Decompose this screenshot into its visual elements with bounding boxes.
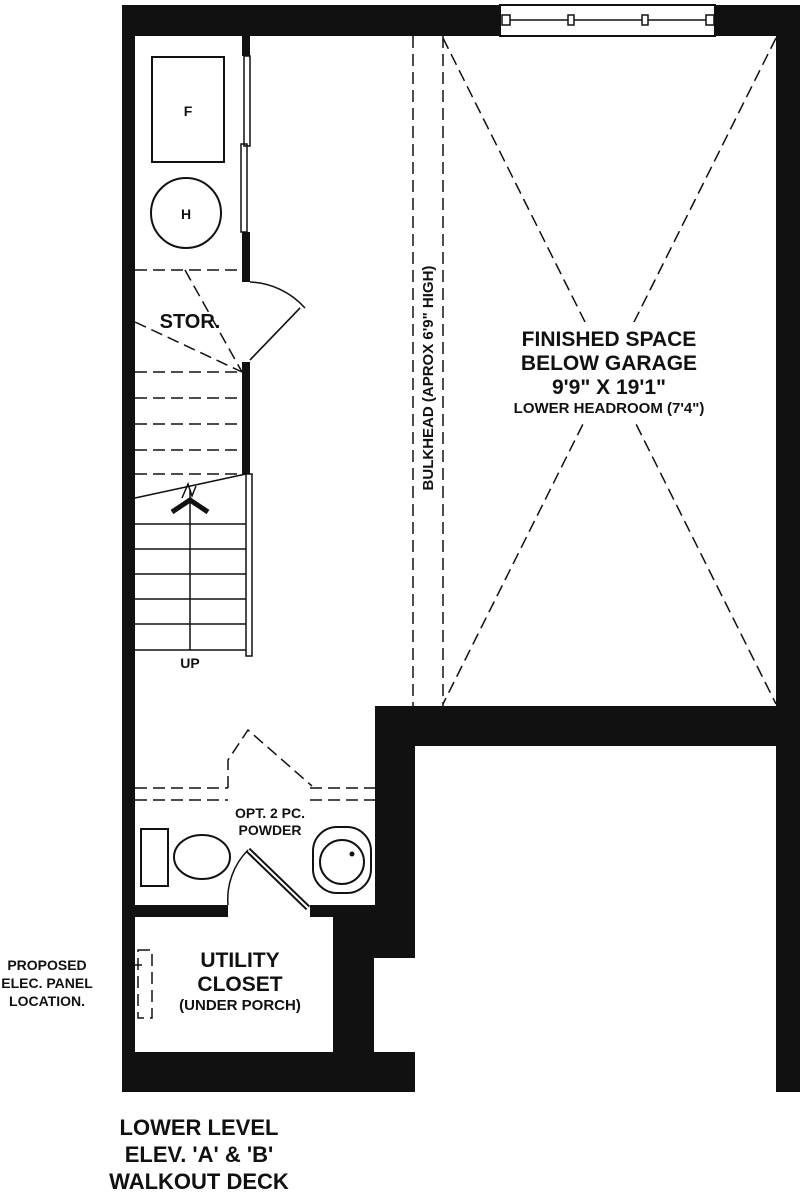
water-heater-label: H	[180, 206, 192, 222]
wall-utility-top-left	[122, 905, 228, 917]
utility-label-1: UTILITY	[200, 949, 280, 972]
wall-stair-low	[242, 362, 250, 474]
finished-space-dimensions: 9'9" X 19'1"	[552, 376, 666, 399]
wall-right	[776, 5, 800, 1092]
storage-label: STOR.	[159, 311, 221, 333]
wall-garage-bottom	[375, 706, 776, 746]
wall-stair-upper	[242, 36, 250, 56]
wall-left	[122, 5, 135, 1092]
wall-lower-right	[374, 1052, 415, 1092]
powder-door	[228, 850, 308, 908]
powder-outline	[135, 730, 375, 800]
wall-utility-right	[333, 905, 374, 1092]
elec-panel-note-3: LOCATION.	[9, 993, 85, 1009]
window	[500, 5, 715, 36]
elec-panel-note-2: ELEC. PANEL	[1, 975, 93, 991]
storage-door	[250, 282, 305, 360]
utility-label-2: CLOSET	[197, 973, 283, 996]
utility-label-3: (UNDER PORCH)	[179, 997, 301, 1014]
finished-space-headroom: LOWER HEADROOM (7'4")	[513, 400, 705, 417]
finished-space-title-2: BELOW GARAGE	[520, 352, 698, 375]
caption-line-1: LOWER LEVEL	[119, 1115, 279, 1140]
sliding-doors	[241, 56, 250, 232]
furnace-label: F	[183, 103, 193, 119]
sink-icon	[313, 827, 371, 893]
powder-label-2: POWDER	[238, 822, 302, 838]
finished-space-title-1: FINISHED SPACE	[521, 328, 697, 351]
bulkhead-label: BULKHEAD (APROX 6'9" HIGH)	[420, 265, 437, 491]
wall-utility-top-right	[310, 905, 340, 917]
wall-stair-mid	[242, 232, 250, 282]
storage-outline	[135, 270, 242, 474]
toilet-icon	[141, 829, 230, 886]
wall-top-left	[122, 5, 500, 36]
elec-panel-note-1: PROPOSED	[7, 957, 87, 973]
stairs-up-label: UP	[180, 655, 200, 671]
caption-line-3: WALKOUT DECK	[109, 1169, 289, 1194]
powder-label-1: OPT. 2 PC.	[234, 805, 306, 821]
caption-line-2: ELEV. 'A' & 'B'	[124, 1142, 274, 1167]
